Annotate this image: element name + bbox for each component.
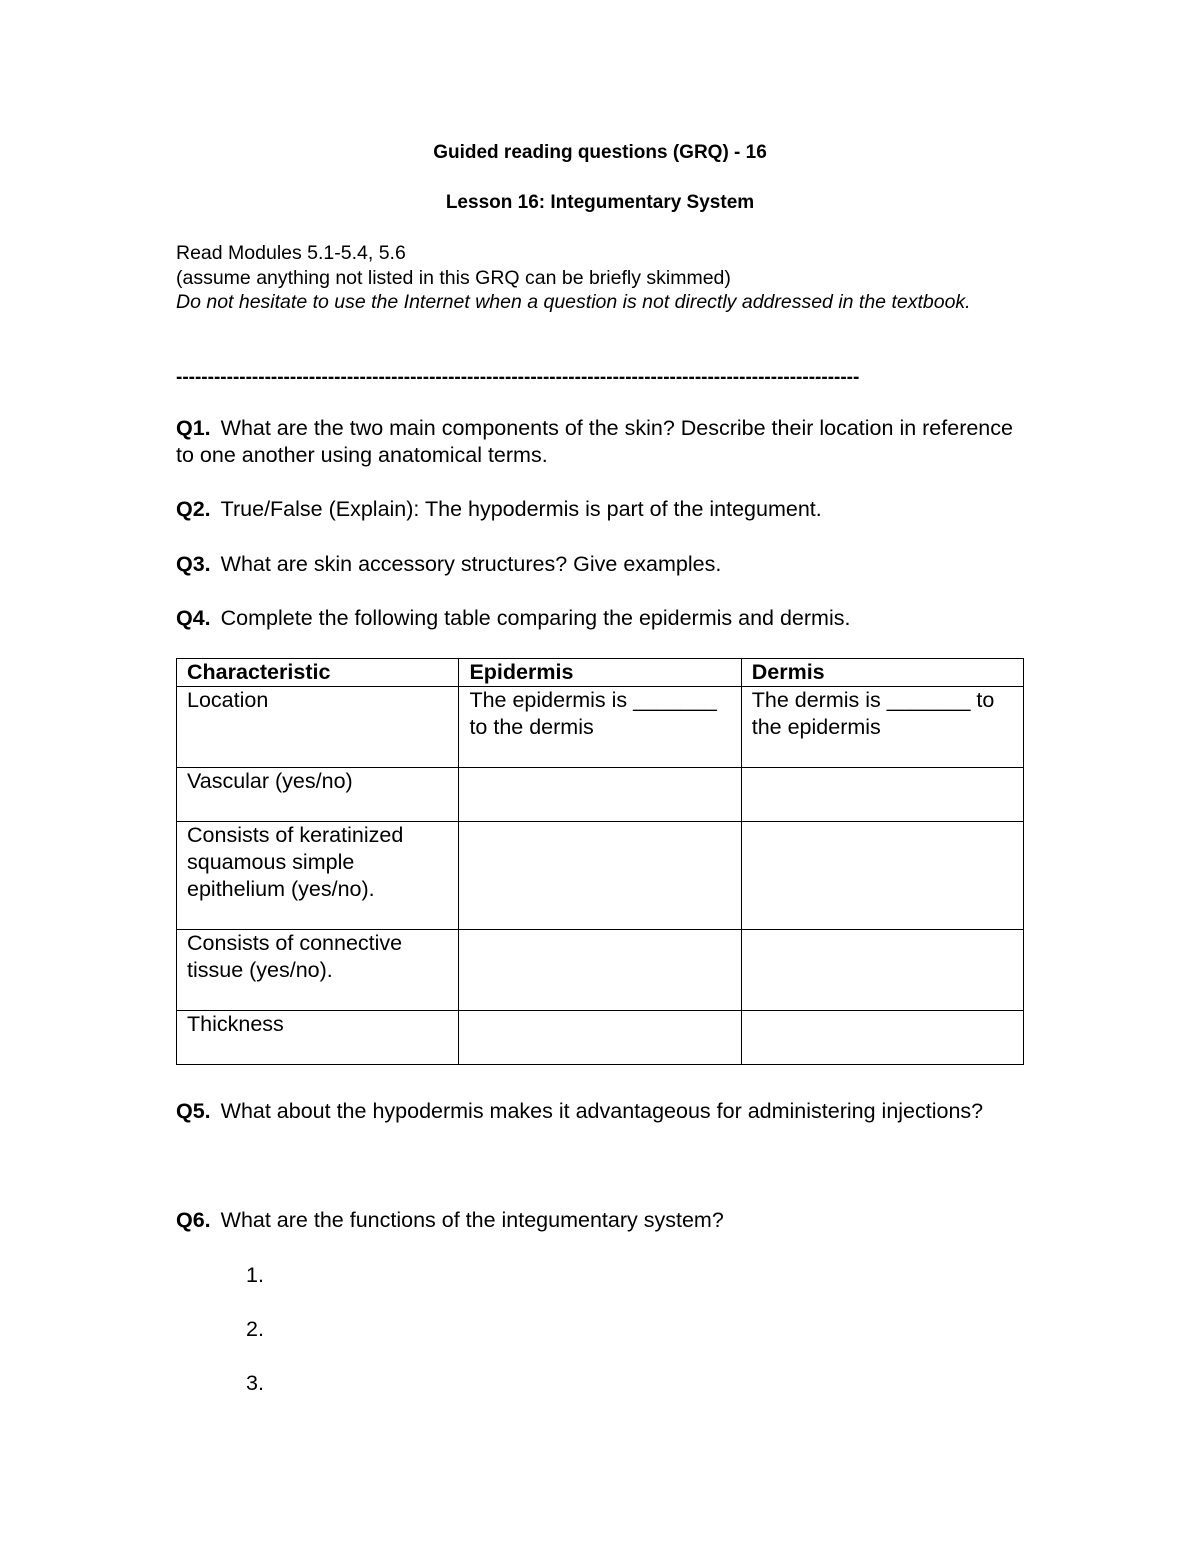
read-modules: Read Modules 5.1-5.4, 5.6	[176, 242, 406, 264]
question-text: What about the hypodermis makes it advantageous for administering injections?	[220, 1099, 984, 1123]
comparison-table	[176, 658, 1024, 1065]
table-row	[177, 687, 1024, 768]
document-title: Guided reading questions (GRQ) - 16	[433, 142, 767, 163]
table-row	[177, 822, 1024, 930]
section-divider: ------------------------------------------------------------------------------------------------------------	[176, 367, 860, 388]
question-4	[176, 605, 1016, 632]
lesson-title: Lesson 16: Integumentary System	[445, 192, 755, 213]
question-text: What are the two main components of the skin? Describe their location in reference to one another using anatomical terms.	[176, 416, 1013, 467]
question-2	[176, 496, 1016, 523]
question-5	[176, 1098, 1016, 1125]
function-item-3: 3.	[246, 1371, 264, 1395]
table-cell[interactable]	[459, 930, 741, 1011]
table-cell: Thickness	[177, 1011, 459, 1065]
question-label: Q2.	[176, 497, 211, 521]
table-header-cell: Dermis	[741, 659, 1023, 687]
table-cell[interactable]	[459, 822, 741, 930]
question-text: True/False (Explain): The hypodermis is part of the integument.	[220, 497, 822, 521]
table-row	[177, 1011, 1024, 1065]
question-1	[176, 415, 1016, 469]
skim-note: (assume anything not listed in this GRQ can be briefly skimmed)	[176, 266, 731, 289]
internet-note: Do not hesitate to use the Internet when a question is not directly addressed in the textbook.	[176, 291, 971, 313]
table-cell[interactable]: The epidermis is _______ to the dermis	[459, 687, 741, 768]
table-header-row	[177, 659, 1024, 687]
table-cell[interactable]: The dermis is _______ to the epidermis	[741, 687, 1023, 768]
question-text: What are the functions of the integumentary system?	[220, 1208, 724, 1232]
question-text: Complete the following table comparing the epidermis and dermis.	[220, 606, 851, 630]
table-cell: Location	[177, 687, 459, 768]
table-cell: Consists of connective tissue (yes/no).	[177, 930, 459, 1011]
table-row	[177, 768, 1024, 822]
reading-instructions	[176, 241, 1006, 315]
question-label: Q4.	[176, 606, 211, 630]
function-item-2: 2.	[246, 1317, 264, 1341]
table-cell[interactable]	[741, 930, 1023, 1011]
table-cell: Vascular (yes/no)	[177, 768, 459, 822]
question-3	[176, 551, 1016, 578]
question-label: Q6.	[176, 1208, 211, 1232]
question-6	[176, 1207, 1016, 1234]
question-label: Q5.	[176, 1099, 211, 1123]
table-row	[177, 930, 1024, 1011]
table-header-cell: Characteristic	[177, 659, 459, 687]
question-text: What are skin accessory structures? Give examples.	[220, 552, 722, 576]
table-cell[interactable]	[741, 1011, 1023, 1065]
table-cell[interactable]	[459, 1011, 741, 1065]
table-cell: Consists of keratinized squamous simple epithelium (yes/no).	[177, 822, 459, 930]
question-label: Q1.	[176, 416, 211, 440]
table-header-cell: Epidermis	[459, 659, 741, 687]
table-cell[interactable]	[459, 768, 741, 822]
function-item-1: 1.	[246, 1263, 264, 1287]
question-label: Q3.	[176, 552, 211, 576]
table-cell[interactable]	[741, 822, 1023, 930]
table-cell[interactable]	[741, 768, 1023, 822]
